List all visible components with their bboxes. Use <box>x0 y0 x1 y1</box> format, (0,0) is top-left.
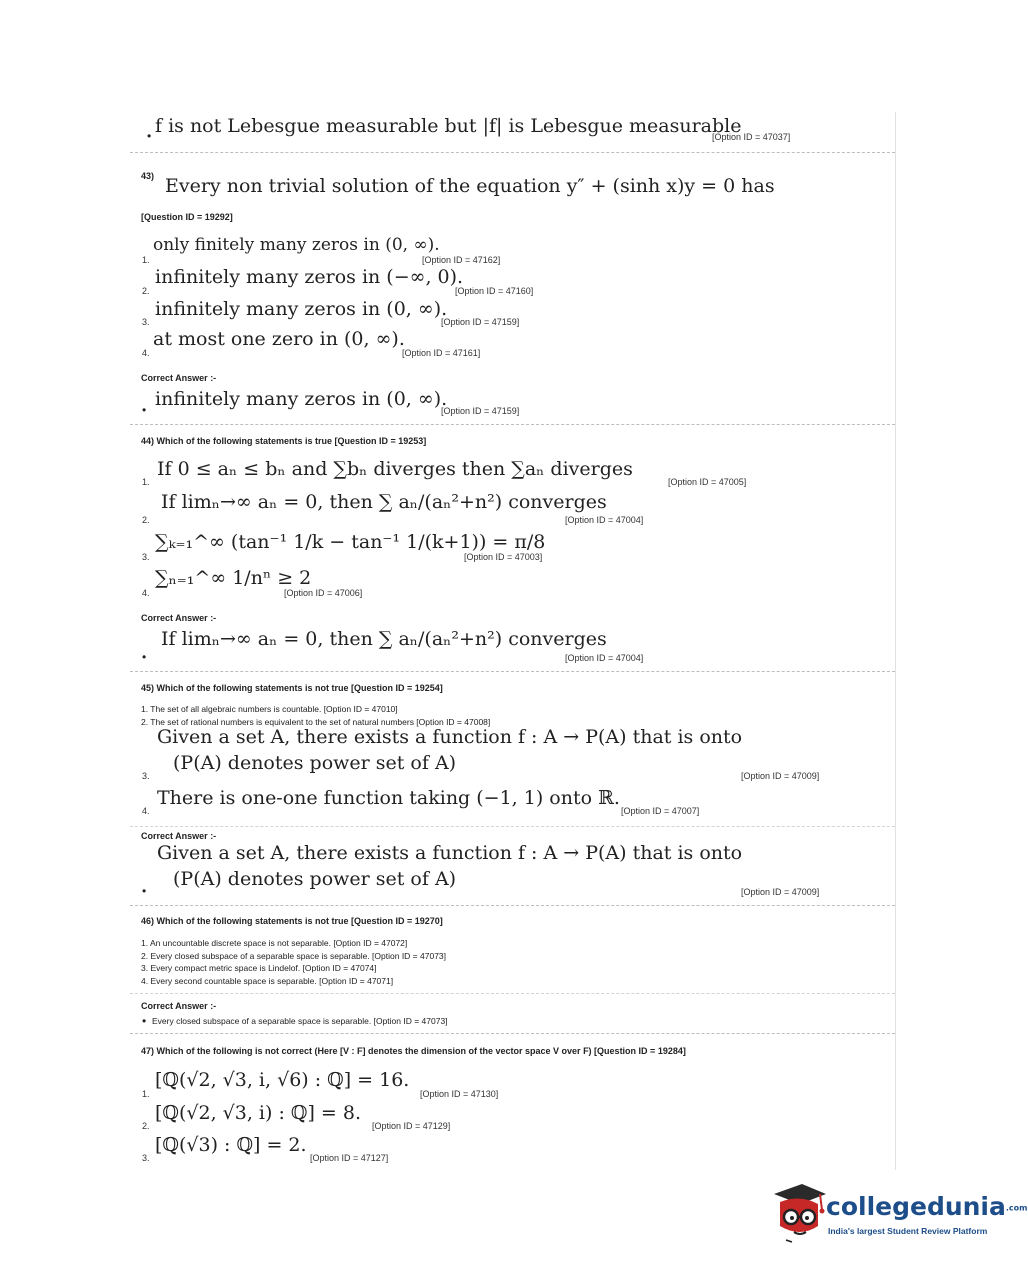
option-number: 3. <box>142 771 150 781</box>
option-text: infinitely many zeros in (−∞, 0). <box>155 266 464 288</box>
option-text: There is one-one function taking (−1, 1) onto ℝ. <box>157 787 620 809</box>
option-number: 4. <box>142 588 150 598</box>
option-id: [Option ID = 47007] <box>621 806 700 816</box>
question-header: 46) Which of the following statements is not true [Question ID = 19270] <box>141 916 443 926</box>
question-text: Every non trivial solution of the equation y″ + (sinh x)y = 0 has <box>165 175 775 197</box>
question-paper-page <box>130 112 896 1170</box>
question-header: 45) Which of the following statements is not true [Question ID = 19254] <box>141 683 443 693</box>
divider <box>130 1033 895 1034</box>
brand-domain: .com <box>1005 1203 1028 1213</box>
option-text: ∑ₖ₌₁^∞ (tan⁻¹ 1/k − tan⁻¹ 1/(k+1)) = π/8 <box>155 531 546 553</box>
option-id: [Option ID = 47127] <box>310 1153 389 1163</box>
option-line: 4. Every second countable space is separable. [Option ID = 47071] <box>141 976 394 986</box>
divider <box>130 826 895 827</box>
bullet: • <box>142 403 147 417</box>
option-id: [Option ID = 47009] <box>741 887 820 897</box>
option-id: [Option ID = 47161] <box>402 348 481 358</box>
option-number: 1. <box>142 1089 150 1099</box>
option-id: [Option ID = 47129] <box>372 1121 451 1131</box>
option-number: 4. <box>142 348 150 358</box>
option-id: [Option ID = 47003] <box>464 552 543 562</box>
option-id: [Option ID = 47005] <box>668 477 747 487</box>
option-text: [ℚ(√3) : ℚ] = 2. <box>155 1134 307 1156</box>
correct-answer-text: Given a set A, there exists a function f : A → P(A) that is onto <box>157 842 743 864</box>
option-id: [Option ID = 47037] <box>712 132 791 142</box>
option-text: f is not Lebesgue measurable but |f| is Lebesgue measurable <box>155 115 742 137</box>
bullet: • <box>142 884 147 898</box>
option-id: [Option ID = 47004] <box>565 515 644 525</box>
brand-name-text: collegedunia <box>826 1192 1006 1221</box>
correct-answer-label: Correct Answer :- <box>141 1001 217 1011</box>
option-id: [Option ID = 47006] <box>284 588 363 598</box>
option-number: 4. <box>142 806 150 816</box>
divider <box>130 993 895 994</box>
option-line: 1. The set of all algebraic numbers is countable. [Option ID = 47010] <box>141 704 398 714</box>
brand-name <box>826 1192 1028 1221</box>
option-number: 3. <box>142 317 150 327</box>
correct-answer-label: Correct Answer :- <box>141 613 217 623</box>
question-header: 44) Which of the following statements is true [Question ID = 19253] <box>141 436 427 446</box>
option-text: ∑ₙ₌₁^∞ 1/nⁿ ≥ 2 <box>155 567 312 589</box>
correct-answer-text: Every closed subspace of a separable space is separable. [Option ID = 47073] <box>152 1016 448 1026</box>
mascot-icon <box>768 1180 828 1248</box>
divider <box>130 152 895 153</box>
brand-logo[interactable] <box>768 1180 1028 1250</box>
divider <box>130 905 895 906</box>
option-id: [Option ID = 47004] <box>565 653 644 663</box>
bullet: • <box>147 129 152 143</box>
correct-answer-text: (P(A) denotes power set of A) <box>173 868 457 890</box>
option-number: 1. <box>142 255 150 265</box>
option-line: 2. Every closed subspace of a separable space is separable. [Option ID = 47073] <box>141 951 447 961</box>
option-line: 1. An uncountable discrete space is not separable. [Option ID = 47072] <box>141 938 408 948</box>
option-id: [Option ID = 47159] <box>441 406 520 416</box>
option-text: If 0 ≤ aₙ ≤ bₙ and ∑bₙ diverges then ∑aₙ diverges <box>157 458 633 480</box>
option-number: 3. <box>142 552 150 562</box>
option-text: at most one zero in (0, ∞). <box>153 328 405 350</box>
option-text: [ℚ(√2, √3, i, √6) : ℚ] = 16. <box>155 1069 410 1091</box>
option-id: [Option ID = 47009] <box>741 771 820 781</box>
correct-answer-label: Correct Answer :- <box>141 831 217 841</box>
option-id: [Option ID = 47162] <box>422 255 501 265</box>
option-line: 2. The set of rational numbers is equivalent to the set of natural numbers [Option ID = 47008] <box>141 717 491 727</box>
bullet: • <box>142 1014 147 1028</box>
bullet: • <box>142 650 147 664</box>
option-text: infinitely many zeros in (0, ∞). <box>155 298 448 320</box>
option-text: [ℚ(√2, √3, i) : ℚ] = 8. <box>155 1102 361 1124</box>
option-id: [Option ID = 47160] <box>455 286 534 296</box>
option-number: 2. <box>142 1121 150 1131</box>
option-text: only finitely many zeros in (0, ∞). <box>153 235 440 255</box>
correct-answer-text: infinitely many zeros in (0, ∞). <box>155 388 448 410</box>
option-number: 1. <box>142 477 150 487</box>
option-number: 2. <box>142 286 150 296</box>
question-header: 47) Which of the following is not correct (Here [V : F] denotes the dimension of the vector space V over F) [Question ID = 19284] <box>141 1046 686 1056</box>
option-text: (P(A) denotes power set of A) <box>173 752 457 774</box>
brand-tagline: India's largest Student Review Platform <box>828 1226 988 1236</box>
question-number: 43) <box>141 171 155 181</box>
divider <box>130 424 895 425</box>
option-number: 2. <box>142 515 150 525</box>
correct-answer-label: Correct Answer :- <box>141 373 217 383</box>
correct-answer-text: If limₙ→∞ aₙ = 0, then ∑ aₙ/(aₙ²+n²) converges <box>161 628 607 650</box>
option-number: 3. <box>142 1153 150 1163</box>
option-line: 3. Every compact metric space is Lindelof. [Option ID = 47074] <box>141 963 377 973</box>
option-id: [Option ID = 47159] <box>441 317 520 327</box>
option-id: [Option ID = 47130] <box>420 1089 499 1099</box>
question-id: [Question ID = 19292] <box>141 212 233 222</box>
divider <box>130 671 895 672</box>
option-text: Given a set A, there exists a function f : A → P(A) that is onto <box>157 726 743 748</box>
option-text: If limₙ→∞ aₙ = 0, then ∑ aₙ/(aₙ²+n²) converges <box>161 491 607 513</box>
